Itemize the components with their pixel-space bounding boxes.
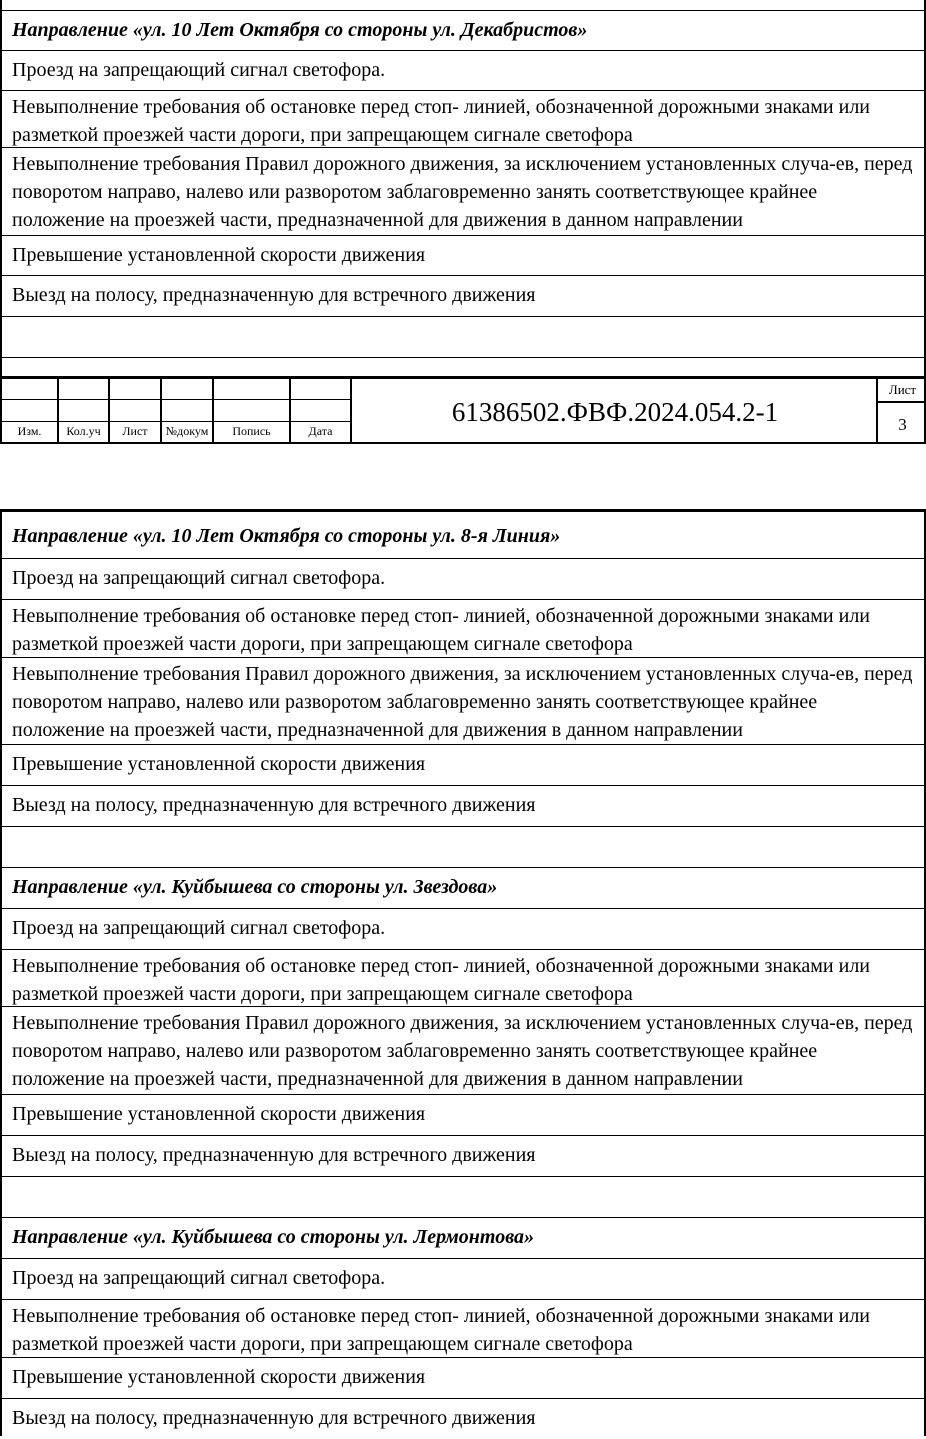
table-row: Выезд на полосу, предназначенную для встречного движения: [2, 1136, 924, 1177]
direction-heading: Направление «ул. 10 Лет Октября со стороны ул. Декабристов»: [2, 11, 924, 51]
sheet-1: [0, 0, 926, 444]
table-row: Превышение установленной скорости движения: [2, 1358, 924, 1399]
table-row: Выезд на полосу, предназначенную для встречного движения: [2, 786, 924, 827]
table-row: Невыполнение требования Правил дорожного движения, за исключением установленных случа-ев, перед поворотом направо, налево или разворотом заблаговременно занять соответствующее крайнее положение на проезжей части, предназначенной для движения в данном направлении: [2, 148, 924, 236]
table-row: Превышение установленной скорости движения: [2, 745, 924, 786]
direction-heading: Направление «ул. Куйбышева со стороны ул. Лермонтова»: [2, 1218, 924, 1259]
table-row: Выезд на полосу, предназначенную для встречного движения: [12, 1407, 536, 1429]
label-kol-uch: Кол.уч: [66, 424, 101, 438]
table-row: Превышение установленной скорости движения: [2, 236, 924, 276]
table-row: Проезд на запрещающий сигнал светофора.: [2, 51, 924, 91]
table-row: Невыполнение требования об остановке перед стоп- линией, обозначенной дорожными знаками или разметкой проезжей части дороги, при запрещающем сигнале светофора: [2, 600, 924, 658]
table-row-empty: [2, 827, 924, 868]
table-row: Проезд на запрещающий сигнал светофора.: [2, 559, 924, 600]
sheet-label: Лист: [888, 382, 917, 397]
label-list: Лист: [122, 424, 148, 438]
table-row: Проезд на запрещающий сигнал светофора.: [2, 909, 924, 950]
sheet-number: 3: [898, 415, 907, 434]
label-signature: Попись: [232, 424, 271, 438]
direction-heading: Направление «ул. 10 Лет Октября со стороны ул. 8-я Линия»: [2, 517, 924, 559]
label-date: Дата: [308, 424, 333, 438]
table-row: Невыполнение требования Правил дорожного движения, за исключением установленных случа-ев, перед поворотом направо, налево или разворотом заблаговременно занять соответствующее крайнее положение на проезжей части, предназначенной для движения в данном направлении: [2, 1007, 924, 1095]
table-row: Превышение установленной скорости движения: [2, 1095, 924, 1136]
label-izm: Изм.: [17, 424, 42, 438]
table-row-empty: [2, 1177, 924, 1218]
label-doc-number: №докум: [165, 424, 209, 438]
table-row: Невыполнение требования Правил дорожного движения, за исключением установленных случа-ев, перед поворотом направо, налево или разворотом заблаговременно занять соответствующее крайнее положение на проезжей части, предназначенной для движения в данном направлении: [2, 658, 924, 745]
table-row: Невыполнение требования об остановке перед стоп- линией, обозначенной дорожными знаками или разметкой проезжей части дороги, при запрещающем сигнале светофора: [2, 91, 924, 148]
direction-heading: Направление «ул. Куйбышева со стороны ул. Звездова»: [2, 868, 924, 909]
document-code: 61386502.ФВФ.2024.054.2-1: [451, 397, 779, 427]
title-block: [2, 376, 924, 444]
table-row: Проезд на запрещающий сигнал светофора.: [2, 1259, 924, 1300]
sheet-2: [0, 509, 926, 1436]
table-row: Невыполнение требования об остановке перед стоп- линией, обозначенной дорожными знаками или разметкой проезжей части дороги, при запрещающем сигнале светофора: [2, 1300, 924, 1358]
table-row-empty: [2, 317, 924, 358]
table-row: Невыполнение требования об остановке перед стоп- линией, обозначенной дорожными знаками или разметкой проезжей части дороги, при запрещающем сигнале светофора: [2, 950, 924, 1007]
table-row: Выезд на полосу, предназначенную для встречного движения: [2, 276, 924, 317]
